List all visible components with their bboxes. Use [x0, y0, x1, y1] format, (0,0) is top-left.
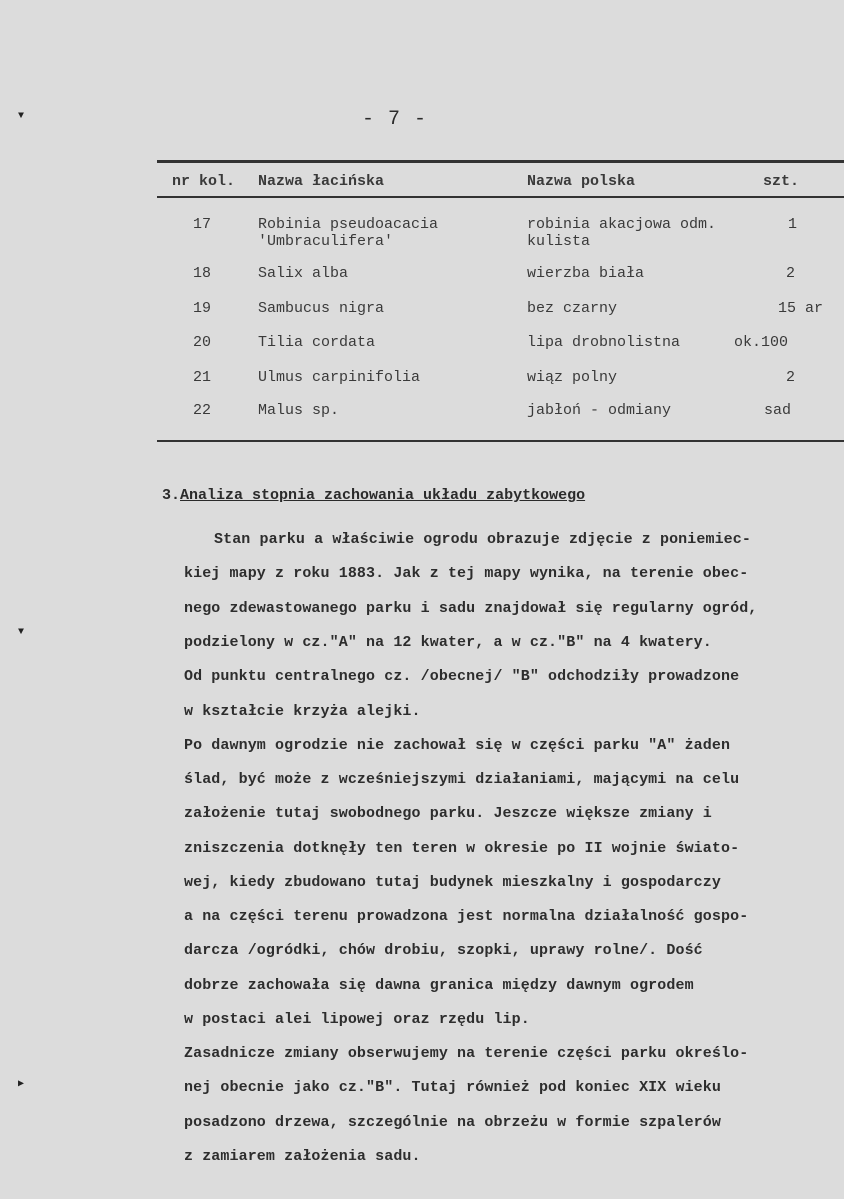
table-cell-latin: Ulmus carpinifolia — [258, 369, 421, 386]
table-cell-nr: 21 — [193, 369, 212, 386]
body-line: posadzono drzewa, szczególnie na obrzeżu w formie szpalerów — [184, 1114, 721, 1131]
table-cell-polish: robinia akacjowa odm. — [527, 216, 717, 233]
table-cell-nr: 19 — [193, 300, 212, 317]
table-cell-polish: lipa drobnolistna — [527, 334, 681, 351]
body-line: w kształcie krzyża alejki. — [184, 703, 421, 720]
table-cell-quantity: 15 ar — [778, 300, 824, 317]
table-cell-quantity: 2 — [786, 265, 796, 282]
table-cell-latin: Tilia cordata — [258, 334, 376, 351]
table-cell-quantity: 1 — [788, 216, 798, 233]
table-header-rule — [157, 196, 844, 198]
table-cell-nr: 22 — [193, 402, 212, 419]
section-title: Analiza stopnia zachowania układu zabytkowego — [180, 487, 586, 504]
body-line: założenie tutaj swobodnego parku. Jeszcze większe zmiany i — [184, 805, 712, 822]
body-line: ślad, być może z wcześniejszymi działaniami, mającymi na celu — [184, 771, 740, 788]
table-cell-polish: wierzba biała — [527, 265, 645, 282]
margin-mark: ▼ — [18, 627, 25, 638]
table-cell-polish: kulista — [527, 233, 591, 250]
body-line: nego zdewastowanego parku i sadu znajdował się regularny ogród, — [184, 600, 758, 617]
table-cell-nr: 17 — [193, 216, 212, 233]
body-line: darcza /ogródki, chów drobiu, szopki, uprawy rolne/. Dość — [184, 942, 703, 959]
column-header-quantity: szt. — [763, 173, 800, 190]
table-cell-latin: Salix alba — [258, 265, 349, 282]
column-header-latin-name: Nazwa łacińska — [258, 173, 385, 190]
table-bottom-rule — [157, 440, 844, 442]
body-line: podzielony w cz."A" na 12 kwater, a w cz."B" na 4 kwatery. — [184, 634, 712, 651]
table-cell-polish: bez czarny — [527, 300, 618, 317]
body-line: zniszczenia dotknęły ten teren w okresie po II wojnie świato- — [184, 840, 740, 857]
body-line: a na części terenu prowadzona jest normalna działalność gospo- — [184, 908, 749, 925]
table-cell-latin: 'Umbraculifera' — [258, 233, 394, 250]
section-heading — [162, 487, 585, 504]
table-cell-nr: 20 — [193, 334, 212, 351]
table-cell-nr: 18 — [193, 265, 212, 282]
table-cell-latin: Sambucus nigra — [258, 300, 385, 317]
body-line: wej, kiedy zbudowano tutaj budynek mieszkalny i gospodarczy — [184, 874, 721, 891]
table-cell-quantity: sad — [764, 402, 792, 419]
body-line: z zamiarem założenia sadu. — [184, 1148, 421, 1165]
margin-mark: ▼ — [18, 111, 25, 122]
table-cell-polish: wiąz polny — [527, 369, 618, 386]
table-cell-latin: Malus sp. — [258, 402, 340, 419]
margin-mark: ▶ — [18, 1079, 25, 1090]
body-line: Po dawnym ogrodzie nie zachował się w części parku "A" żaden — [184, 737, 731, 754]
column-header-polish-name: Nazwa polska — [527, 173, 636, 190]
body-line: dobrze zachowała się dawna granica między dawnym ogrodem — [184, 977, 694, 994]
body-line: nej obecnie jako cz."B". Tutaj również pod koniec XIX wieku — [184, 1079, 721, 1096]
table-cell-quantity: 2 — [786, 369, 796, 386]
table-cell-polish: jabłoń - odmiany — [527, 402, 672, 419]
column-header-nr: nr kol. — [172, 173, 236, 190]
table-top-rule — [157, 160, 844, 163]
body-line: kiej mapy z roku 1883. Jak z tej mapy wynika, na terenie obec- — [184, 565, 749, 582]
table-cell-latin: Robinia pseudoacacia — [258, 216, 439, 233]
body-line: Od punktu centralnego cz. /obecnej/ "B" odchodziły prowadzone — [184, 668, 740, 685]
body-line: Zasadnicze zmiany obserwujemy na terenie części parku określo- — [184, 1045, 749, 1062]
body-line: Stan parku a właściwie ogrodu obrazuje zdjęcie z poniemiec- — [214, 531, 751, 548]
body-line: w postaci alei lipowej oraz rzędu lip. — [184, 1011, 530, 1028]
table-cell-quantity: ok.100 — [734, 334, 789, 351]
section-number: 3. — [162, 487, 181, 504]
page-number: - 7 - — [362, 108, 428, 131]
